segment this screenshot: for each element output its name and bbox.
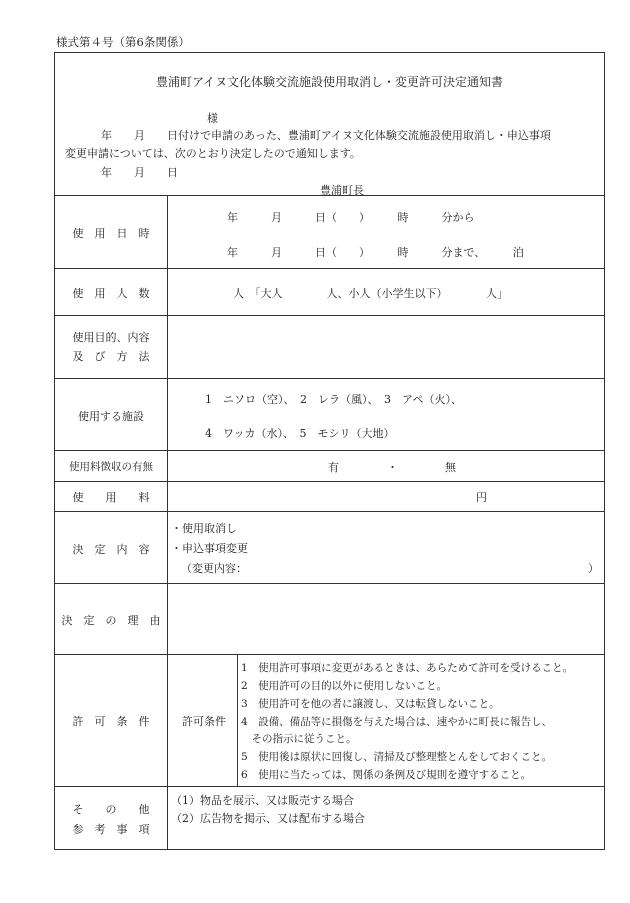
decision-option-cancel: ・使用取消し xyxy=(171,522,237,535)
row-divider xyxy=(55,511,604,512)
notice-date: 年 月 日 xyxy=(101,166,178,179)
purpose-label-line2: 及 び 方 法 xyxy=(72,350,150,363)
row-divider xyxy=(55,195,604,196)
fee-unit: 円 xyxy=(476,491,487,504)
row-divider xyxy=(55,583,604,584)
label-column-divider xyxy=(167,195,168,850)
condition-item: その指示に従うこと。 xyxy=(241,733,357,745)
row-divider xyxy=(55,378,604,379)
recipient-suffix: 様 xyxy=(207,112,218,125)
other-item-1: （1）物品を展示、又は販売する場合 xyxy=(171,794,354,807)
form-title: 豊浦町アイヌ文化体験交流施設使用取消し・変更許可決定通知書 xyxy=(156,75,503,89)
fee-collected-yes: 有 xyxy=(328,461,339,474)
reason-label: 決 定 の 理 由 xyxy=(61,614,161,627)
other-label-line1: そ の 他 xyxy=(72,803,150,816)
decision-detail-open: （変更内容： xyxy=(181,562,247,575)
other-label-line2: 参 考 事 項 xyxy=(72,823,150,836)
header-line-1: 年 月 日付けで申請のあった、豊浦町アイヌ文化体験交流施設使用取消し・申込事項 xyxy=(101,129,551,142)
condition-item: 5 使用後は原状に回復し、清掃及び整理整とんをしておくこと。 xyxy=(241,751,553,763)
fee-label: 使 用 料 xyxy=(72,491,150,504)
fee-collected-dot: ・ xyxy=(387,461,398,474)
form-number: 様式第４号（第6条関係） xyxy=(56,35,190,49)
condition-item: 2 使用許可の目的以外に使用しないこと。 xyxy=(241,680,448,692)
usage-datetime-label: 使 用 日 時 xyxy=(72,227,150,240)
conditions-column-divider xyxy=(237,654,238,786)
conditions-sublabel: 許可条件 xyxy=(182,715,226,728)
row-divider xyxy=(55,481,604,482)
row-divider xyxy=(55,786,604,787)
usage-datetime-from: 年 月 日（ ） 時 分から xyxy=(227,211,475,224)
row-divider xyxy=(55,654,604,655)
decision-detail-close: ） xyxy=(588,562,599,575)
notice-form xyxy=(54,52,605,850)
row-divider xyxy=(55,450,604,451)
facility-label: 使用する施設 xyxy=(78,410,144,423)
conditions-label: 許 可 条 件 xyxy=(72,715,150,728)
facility-options-line1: 1 ニソロ（空）、 2 レラ（風）、 3 アペ（火）、 xyxy=(205,393,463,406)
purpose-label-line1: 使用目的、内容 xyxy=(72,331,150,344)
row-divider xyxy=(55,268,604,269)
condition-item: 1 使用許可事項に変更があるときは、あらためて許可を受けること。 xyxy=(241,662,574,674)
row-divider xyxy=(55,315,604,316)
condition-item: 4 設備、備品等に損傷を与えた場合は、速やかに町長に報告し、 xyxy=(241,716,553,728)
people-count-value: 人 「大人 人、小人（小学生以下） 人」 xyxy=(233,287,508,300)
other-item-2: （2）広告物を掲示、又は配布する場合 xyxy=(171,812,365,825)
usage-datetime-to: 年 月 日（ ） 時 分まで、 泊 xyxy=(227,246,524,259)
fee-collected-no: 無 xyxy=(445,461,456,474)
condition-item: 6 使用に当たっては、関係の条例及び規則を遵守すること。 xyxy=(241,769,532,781)
condition-item: 3 使用許可を他の者に譲渡し、又は転貸しないこと。 xyxy=(241,698,500,710)
facility-options-line2: 4 ワッカ（水）、 5 モシリ（大地） xyxy=(205,427,395,440)
header-line-2: 変更申請については、次のとおり決定したので通知します。 xyxy=(65,147,361,160)
people-count-label: 使 用 人 数 xyxy=(72,287,150,300)
fee-collected-label: 使用料徴収の有無 xyxy=(69,461,153,473)
decision-label: 決 定 内 容 xyxy=(72,543,150,556)
decision-option-change: ・申込事項変更 xyxy=(171,542,248,555)
issuer: 豊浦町長 xyxy=(320,184,364,197)
